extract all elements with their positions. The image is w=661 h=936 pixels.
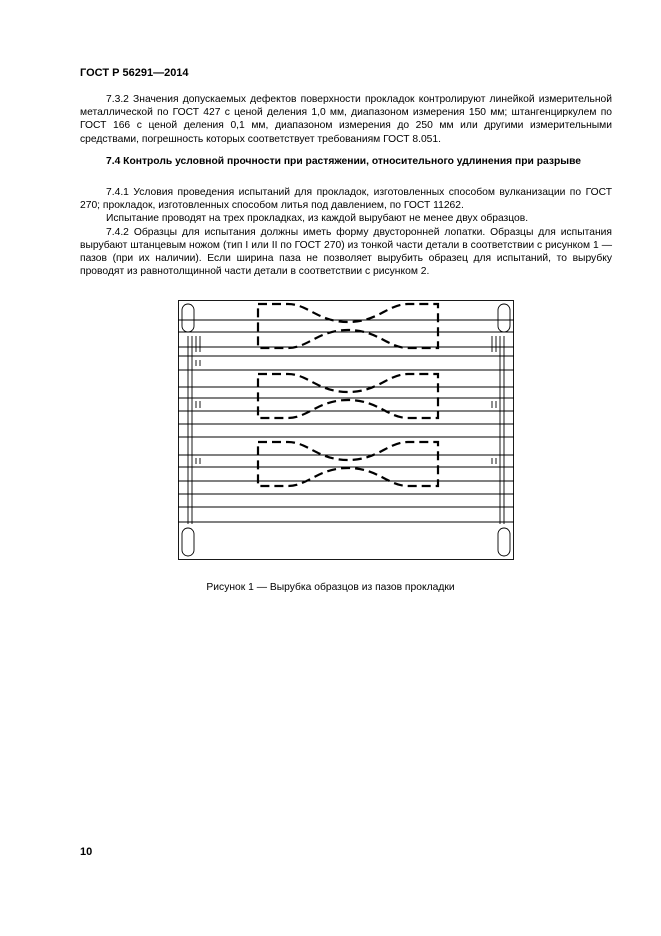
corner-slot — [498, 304, 510, 332]
paragraph: 7.3.2 Значения допускаемых дефектов поверхности прокладок контролируют линейкой измерительной металлической по ГОСТ 427 с ценой деления 1,0 мм, диапазоном измерения 150 мм; штангенциркулем по ГОСТ 166 с ценой деления 0,1 мм, диапазоном измерения до 250 мм или другими измерительными средствами, погрешность которых соответствует требованиям ГОСТ 8.051. — [80, 94, 612, 145]
section-title: 7.4 Контроль условной прочности при растяжении, относительного удлинения при разрыве — [106, 156, 581, 167]
specimen-outlines — [258, 304, 438, 486]
groove-lines — [178, 320, 514, 522]
figure-gasket-drawing — [178, 300, 514, 565]
corner-slot — [498, 528, 510, 556]
paragraphs-7-4 — [80, 186, 612, 278]
document-header: ГОСТ Р 56291—2014 — [80, 67, 189, 79]
gasket-drawing — [178, 300, 514, 560]
specimen-1 — [258, 304, 438, 348]
specimen-3 — [258, 442, 438, 486]
page-number: 10 — [80, 846, 93, 858]
corner-slot — [182, 528, 194, 556]
paragraph-7-3-2 — [80, 93, 612, 146]
corner-slot — [182, 304, 194, 332]
paragraph: 7.4.2 Образцы для испытания должны иметь форму двусторонней лопатки. Образцы для испытания вырубают штанцевым ножом (тип I или II по ГОСТ 270) из тонкой части детали в соответствии с рисунком 1 — пазов (при их наличии). Если ширина паза не позволяет вырубить образец для испытаний, то вырубку проводят из равнотолщинной части детали в соответствии с рисунком 2. — [80, 226, 612, 278]
paragraph: 7.4.1 Условия проведения испытаний для прокладок, изготовленных способом вулканизации по ГОСТ 270; прокладок, изготовленных способом литья под давлением, по ГОСТ 11262. — [80, 187, 612, 212]
paragraph: Испытание проводят на трех прокладках, из каждой вырубают не менее двух образцов. — [106, 213, 529, 225]
figure-caption: Рисунок 1 — Вырубка образцов из пазов прокладки — [206, 582, 455, 593]
gasket-outline — [179, 301, 514, 560]
